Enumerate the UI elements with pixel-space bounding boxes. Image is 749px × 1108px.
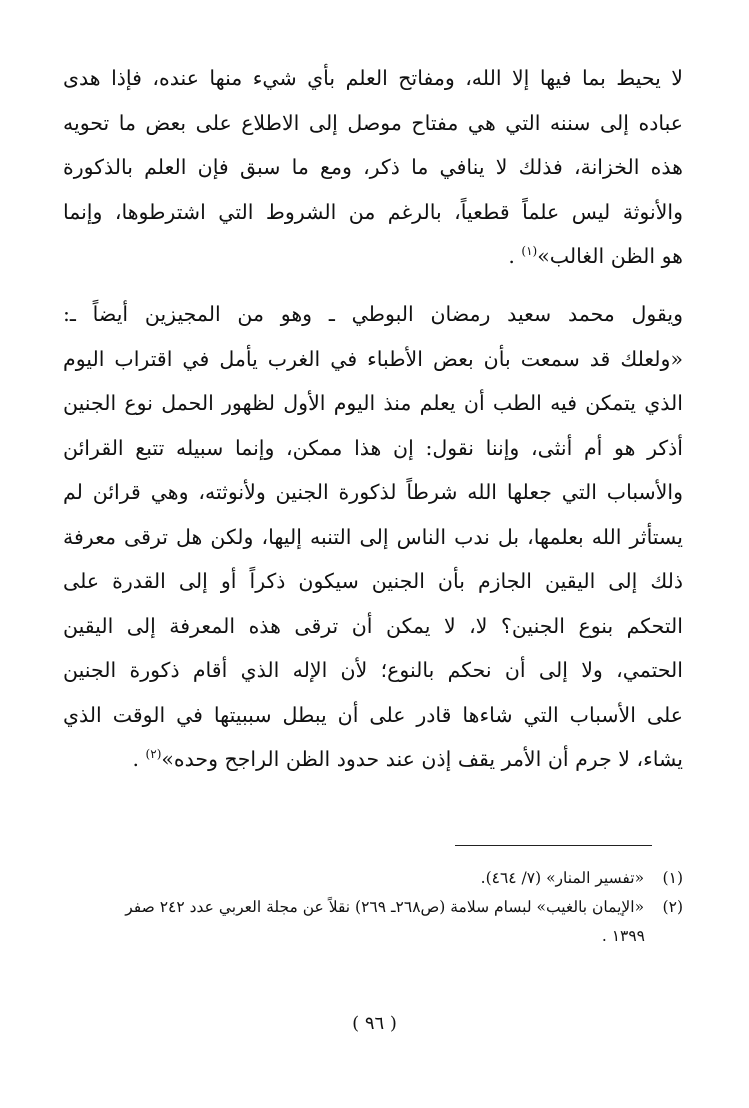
footnotes-section — [63, 864, 683, 951]
footnote-number: (٢) — [662, 898, 683, 916]
paragraph-line: الحتمي، ولا إلى أن نحكم بالنوع؛ لأن الإله الذي أقام ذكورة الجنين — [63, 658, 683, 682]
footnote-text: «تفسير المنار» (٧/ ٤٦٤). — [480, 869, 645, 887]
page-number: ( ٩٦ ) — [352, 1013, 397, 1034]
paragraph-line: الذي يتمكن فيه الطب أن يعلم منذ اليوم الأول لظهور الحمل نوع الجنين — [63, 391, 683, 415]
paragraph-line: يستأثر الله بعلمها، بل ندب الناس إلى التنبه إليها، ولكن هل ترقى معرفة — [63, 524, 683, 549]
paragraph-line: لا يحيط بما فيها إلا الله، ومفاتح العلم بأي شيء منها عنده، فإذا هدى — [63, 66, 683, 90]
paragraph-line-text: هو الظن الغالب» — [537, 244, 683, 268]
footnote-1 — [63, 864, 683, 893]
footnote-number: (١) — [662, 869, 683, 887]
paragraph-line: على الأسباب التي شاءها قادر على أن يبطل سببيتها في الوقت الذي — [63, 702, 683, 727]
paragraph-line: ويقول محمد سعيد رمضان البوطي ـ وهو من المجيزين أيضاً ـ: — [63, 302, 683, 326]
footnote-reference-1[interactable]: (١) — [521, 244, 538, 259]
line-end-punctuation: . — [508, 244, 522, 268]
paragraph-line-text: يشاء، لا جرم أن الأمر يقف إذن عند حدود الظن الراجح وحده» — [161, 747, 683, 771]
line-end-punctuation: . — [132, 747, 146, 771]
paragraph-last-line — [63, 234, 683, 279]
paragraph-line: التحكم بنوع الجنين؟ لا، لا يمكن أن ترقى هذه المعرفة إلى اليقين — [63, 613, 683, 638]
paragraph-1 — [63, 56, 683, 279]
paragraph-line: والأسباب التي جعلها الله شرطاً لذكورة الجنين ولأنوثته، وهي قرائن لم — [63, 480, 683, 504]
paragraph-line: أذكر هو أم أنثى، وإننا نقول: إن هذا ممكن، وإنما سبيله تتبع القرائن — [63, 435, 683, 460]
paragraph-line: ذلك إلى اليقين الجازم بأن الجنين سيكون ذكراً أو إلى القدرة على — [63, 569, 683, 593]
paragraph-line: هذه الخزانة، فذلك لا ينافي ما ذكر، ومع ما سبق فإن العلم بالذكورة — [63, 155, 683, 179]
footnote-text: «الإيمان بالغيب» لبسام سلامة (ص٢٦٨ـ ٢٦٩) نقلاً عن مجلة العربي عدد ٢٤٢ صفر — [125, 898, 645, 916]
paragraph-line: عباده إلى سننه التي هي مفتاح موصل إلى الاطلاع على بعض ما تحويه — [63, 110, 683, 135]
footnote-continuation: ١٣٩٩ . — [601, 927, 645, 945]
footnote-separator-rule — [455, 845, 652, 846]
paragraph-line: «ولعلك قد سمعت بأن بعض الأطباء في الغرب يأمل في اقتراب اليوم — [63, 346, 683, 371]
footnote-reference-2[interactable]: (٢) — [145, 747, 162, 762]
paragraph-2 — [63, 292, 683, 782]
paragraph-line: والأنوثة ليس علماً قطعياً، بالرغم من الشروط التي اشترطوها، وإنما — [63, 199, 683, 224]
footnote-2 — [63, 893, 683, 922]
paragraph-last-line — [63, 737, 683, 782]
